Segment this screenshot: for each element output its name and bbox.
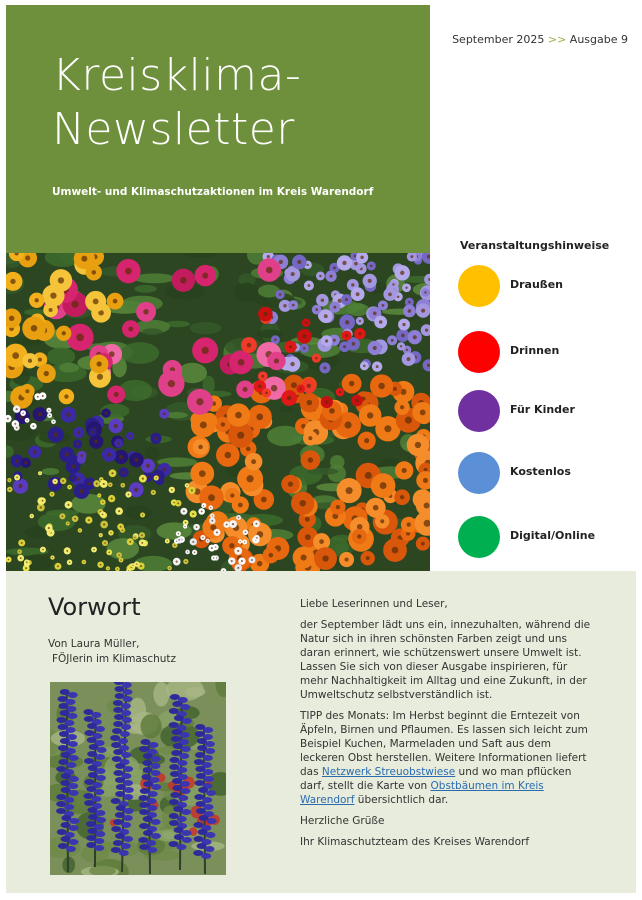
flower-bed-illustration — [6, 253, 430, 571]
foreword-author — [48, 637, 176, 667]
newsletter-subtitle: Umwelt- und Klimaschutzaktionen im Kreis Warendorf — [52, 186, 374, 198]
online-dot-icon — [458, 516, 500, 558]
free-dot-icon — [458, 452, 500, 494]
legend-label-drinnen: Drinnen — [510, 344, 560, 357]
letter-greeting: Liebe Leserinnen und Leser, — [300, 598, 448, 610]
legend-item-kinder — [458, 390, 628, 434]
legend-label-kinder: Für Kinder — [510, 403, 575, 416]
letter-intro: der September lädt uns ein, innezuhalten, während die Natur sich in ihren schönsten Farben zeigt und uns daran erinnert, wie schützenswert unsere Umwelt ist. Lassen Sie sich von dieser Ausgabe inspirieren, für mehr Nachhaltigkeit im Alltag und eine Zukunft, in der Umweltschutz selbstverständlich ist. — [300, 619, 591, 701]
legend-item-kostenlos — [458, 452, 628, 496]
tip-text-end: übersichtlich dar. — [354, 794, 449, 806]
issue-number: Ausgabe 9 — [569, 33, 628, 46]
foreword-section — [6, 571, 636, 893]
title-line-1: Kreisklima- — [52, 50, 302, 101]
issue-separator: >> — [547, 33, 567, 46]
newsletter-title — [52, 49, 301, 157]
title-line-2: Newsletter — [52, 104, 295, 155]
link-obstbaeume-karte[interactable]: Obstbäumen im Kreis Warendorf — [300, 780, 544, 806]
foreword-letter — [300, 597, 596, 856]
letter-signature: Ihr Klimaschutzteam des Kreises Warendorf — [300, 836, 530, 848]
outdoor-dot-icon — [458, 265, 500, 307]
letter-tip — [300, 709, 596, 807]
legend-item-draussen — [458, 265, 628, 309]
author-name: Von Laura Müller, — [48, 638, 140, 650]
flower-bed-photo — [6, 253, 430, 571]
tip-text-start: TIPP des Monats: Im Herbst beginnt die Erntezeit von Äpfeln, Birnen und Pflaumen. Es lassen sich leicht zum Beispiel Kuchen, Marmeladen und Saft aus dem leckeren Obst herstellen. Weitere Informationen liefert das — [300, 710, 588, 778]
indoor-dot-icon — [458, 331, 500, 373]
issue-info — [452, 33, 628, 46]
legend-label-kostenlos: Kostenlos — [510, 465, 571, 478]
tip-text-middle: und wo man pflücken darf, stellt die Karte von — [300, 766, 572, 792]
issue-date: September 2025 — [452, 33, 545, 46]
salvia-illustration — [50, 682, 226, 875]
kids-dot-icon — [458, 390, 500, 432]
legend-label-draussen: Draußen — [510, 278, 564, 291]
legend-title: Veranstaltungshinweise — [460, 239, 610, 252]
legend-item-digital — [458, 516, 628, 560]
author-role: FÖJlerin im Klimaschutz — [52, 653, 177, 665]
link-netzwerk-streuobstwiese[interactable]: Netzwerk Streuobstwiese — [321, 766, 456, 778]
legend-label-digital: Digital/Online — [510, 529, 596, 542]
salvia-photo — [50, 682, 226, 875]
foreword-heading: Vorwort — [48, 593, 141, 621]
newsletter-header — [6, 5, 430, 253]
letter-closing: Herzliche Grüße — [300, 815, 385, 827]
legend-item-drinnen — [458, 331, 628, 375]
